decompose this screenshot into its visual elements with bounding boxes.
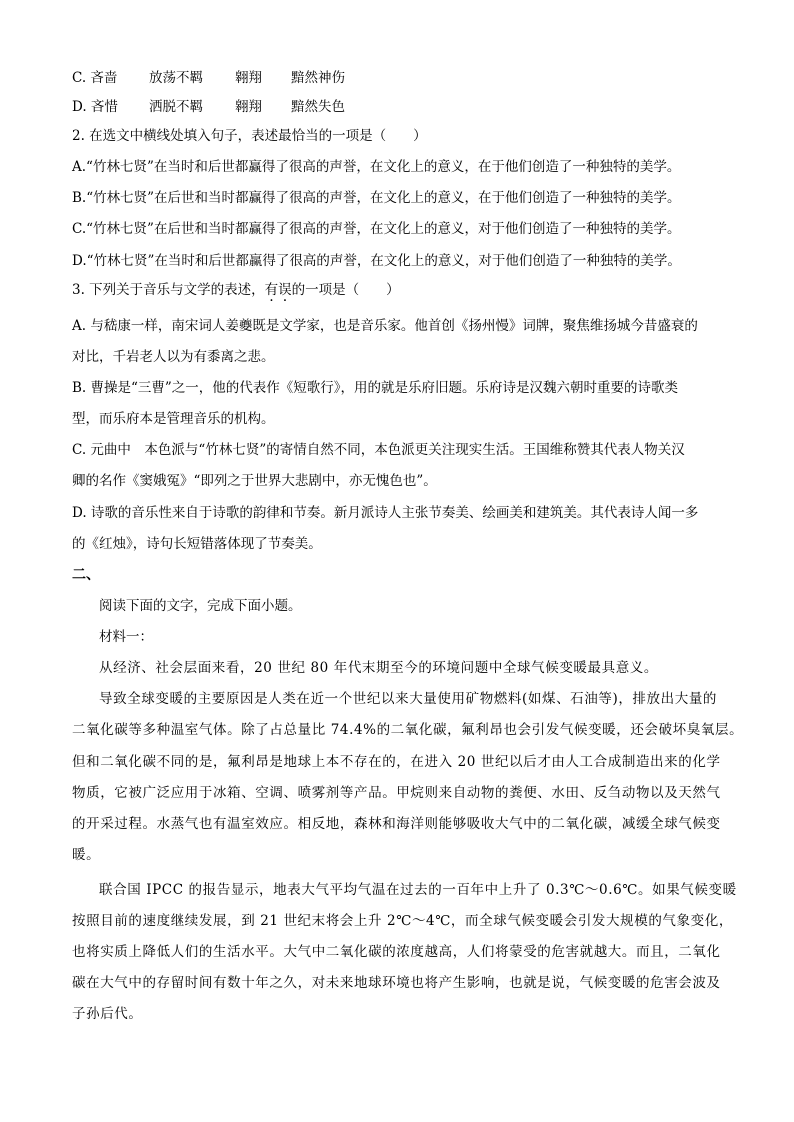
q1-option-d <box>72 97 345 117</box>
q3-emphasis-char: 有 <box>264 282 279 298</box>
q2-stem: 2. 在选文中横线处填入句子，表述最恰当的一项是（ ） <box>72 128 427 144</box>
q3-stem-text: 3. 下列关于音乐与文学的表述， <box>72 282 265 298</box>
option-word-1: 放荡不羁 <box>149 70 203 86</box>
material-paragraph-3-line: 联合国 IPCC 的报告显示，地表大气平均气温在过去的一百年中上升了 0.3℃～0.6℃。如果气候变暖 <box>99 882 737 898</box>
option-word-2: 翱翔 <box>235 70 262 86</box>
q1-option-c <box>72 68 345 88</box>
material-paragraph-1: 从经济、社会层面来看，20 世纪 80 年代末期至今的环境问题中全球气候变暖最具意义。 <box>99 660 659 676</box>
section-heading: 二、 <box>72 567 100 583</box>
q3-option-c-line1: C. 元曲中 本色派与“竹林七贤”的寄情自然不同，本色派更关注现实生活。王国维称赞其代表人物关汉 <box>72 442 685 458</box>
option-label: D. 吝惜 <box>72 99 118 115</box>
option-word-1: 洒脱不羁 <box>149 99 203 115</box>
material-paragraph-2-line: 的开采过程。水蒸气也有温室效应。相反地，森林和海洋则能够吸收大气中的二氧化碳，减缓全球气候变 <box>72 816 721 832</box>
q3-option-c-line2: 卿的名作《窦娥冤》“即列之于世界大悲剧中，亦无愧色也”。 <box>72 473 437 489</box>
q3-emphasis-char: 误 <box>278 282 292 298</box>
q3-option-a-line1: A. 与嵇康一样，南宋词人姜夔既是文学家，也是音乐家。他首创《扬州慢》词牌，聚焦维扬城今昔盛衰的 <box>72 318 698 334</box>
material-label: 材料一： <box>99 629 153 645</box>
q2-option-c: C.“竹林七贤”在后世和当时都赢得了很高的声誉，在文化上的意义，对于他们创造了一种独特的美学。 <box>72 221 681 237</box>
q2-option-a: A.“竹林七贤”在当时和后世都赢得了很高的声誉，在文化上的意义，在于他们创造了一种独特的美学。 <box>72 159 681 175</box>
material-paragraph-3-line: 子孙后代。 <box>72 1006 143 1022</box>
q3-stem-text: 的一项是（ ） <box>291 282 400 298</box>
material-paragraph-2-line: 但和二氧化碳不同的是，氟利昂是地球上本不存在的，在进入 20 世纪以后才由人工合成制造出来的化学 <box>72 754 721 770</box>
option-word-3: 黯然失色 <box>291 99 345 115</box>
q3-option-b-line1: B. 曹操是“三曹”之一，他的代表作《短歌行》，用的就是乐府旧题。乐府诗是汉魏六朝时重要的诗歌类 <box>72 380 679 396</box>
q2-option-b: B.“竹林七贤”在后世和当时都赢得了很高的声誉，在文化上的意义，在于他们创造了一种独特的美学。 <box>72 190 681 206</box>
section-instruction: 阅读下面的文字，完成下面小题。 <box>99 598 302 614</box>
q2-option-d: D.“竹林七贤”在当时和后世都赢得了很高的声誉，在文化上的意义，对于他们创造了一种独特的美学。 <box>72 253 681 269</box>
option-label: C. 吝啬 <box>72 70 118 86</box>
q3-option-b-line2: 型，而乐府本是管理音乐的机构。 <box>72 411 275 427</box>
q3-option-d-line1: D. 诗歌的音乐性来自于诗歌的韵律和节奏。新月派诗人主张节奏美、绘画美和建筑美。其代表诗人闻一多 <box>72 505 699 521</box>
material-paragraph-2-line: 二氧化碳等多种温室气体。除了占总量比 74.4%的二氧化碳，氟利昂也会引发气候变暖，还会破坏臭氧层。 <box>72 722 744 738</box>
option-word-2: 翱翔 <box>235 99 262 115</box>
material-paragraph-2-line: 暖。 <box>72 847 101 863</box>
material-paragraph-3-line: 也将实质上降低人们的生活水平。大气中二氧化碳的浓度越高，人们将蒙受的危害就越大。而且，二氧化 <box>72 944 721 960</box>
q3-stem <box>72 280 400 300</box>
option-word-3: 黯然神伤 <box>291 70 345 86</box>
material-paragraph-2-line: 导致全球变暖的主要原因是人类在近一个世纪以来大量使用矿物燃料(如煤、石油等)，排放出大量的 <box>99 691 718 707</box>
material-paragraph-3-line: 按照目前的速度继续发展，到 21 世纪末将会上升 2℃～4℃，而全球气候变暖会引发大规模的气象变化， <box>72 913 733 929</box>
q3-option-a-line2: 对比，千岩老人以为有黍离之悲。 <box>72 349 275 365</box>
q3-option-d-line2: 的《红烛》，诗句长短错落体现了节奏美。 <box>72 536 322 552</box>
material-paragraph-3-line: 碳在大气中的存留时间有数十年之久，对未来地球环境也将产生影响，也就是说，气候变暖的危害会波及 <box>72 975 721 991</box>
material-paragraph-2-line: 物质，它被广泛应用于冰箱、空调、喷雾剂等产品。甲烷则来自动物的粪便、水田、反刍动物以及天然气 <box>72 785 721 801</box>
